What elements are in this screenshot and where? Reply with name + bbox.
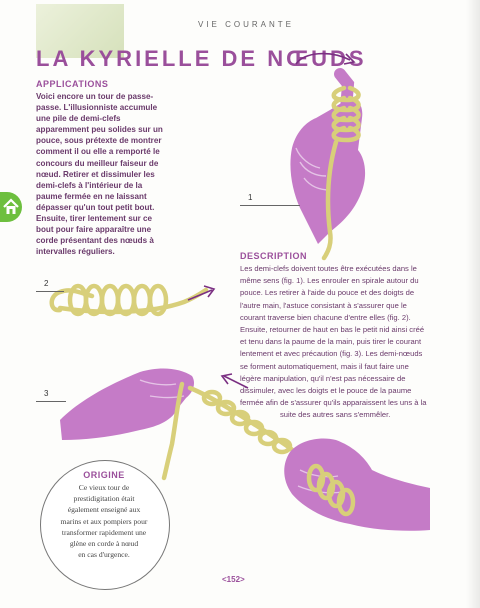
figure-1-arrow (296, 54, 350, 64)
figure-2-coils (52, 286, 206, 314)
text-line: marins et aux pompiers pour (60, 516, 148, 526)
page-title: LA KYRIELLE DE NŒUDS (36, 46, 367, 71)
text-line: et tenu dans la paume de la main, puis tirer le courant (240, 337, 422, 347)
text-line: dépasser qu'un tout petit bout. (36, 202, 155, 212)
text-line: même sens (fig. 1). Les enrouler en spirale autour du (240, 276, 419, 286)
text-line: légère manipulation, qu'il n'est pas nécessaire de (240, 373, 406, 383)
text-line: une pile de demi-clefs (36, 114, 121, 124)
text-line: prestidigitation était (73, 494, 135, 504)
text-line: apparemment peu solides sur un (36, 125, 163, 135)
text-line: Voici encore un tour de passe- (36, 92, 154, 101)
text-line: paume fermée en ne laissant (36, 191, 147, 201)
text-line: corde présentant des nœuds à (36, 236, 154, 246)
figure-2-leader (36, 291, 64, 292)
text-line: suite des autres sans s'emmêler. (280, 410, 391, 420)
text-line: demi-clefs à l'intérieur de la (36, 180, 143, 190)
origine-heading: ORIGINE (83, 470, 125, 480)
text-line: nœud. Retirer et dissimuler les (36, 169, 155, 179)
figure-1-leader (240, 205, 300, 206)
text-line: en cas d'urgence. (78, 550, 130, 560)
page-number: <152> (222, 575, 245, 584)
text-line: Ensuite, retourner de haut en bas le petit nid ainsi créé (240, 325, 425, 335)
text-line: lentement et avec précaution (fig. 3). Les demi-nœuds (240, 349, 423, 359)
text-line: l'autre main, l'astuce consistant à s'assurer que le (240, 300, 407, 310)
section-label: VIE COURANTE (198, 20, 295, 29)
applications-heading: APPLICATIONS (36, 79, 109, 89)
text-line: dissimuler, avec les doigts et le pouce de la paume (240, 386, 412, 396)
text-line: comment il ou elle a remporté le (36, 147, 160, 157)
text-line: intervalles réguliers. (36, 247, 115, 257)
text-line: pouce, sous prétexte de montrer (36, 136, 162, 146)
text-line: pouce. Les retirer à l'aide du pouce et des doigts de (240, 288, 415, 298)
text-line: Ce vieux tour de (78, 483, 130, 492)
figure-3-right-fist (284, 439, 430, 531)
figure-3-number: 3 (44, 389, 49, 398)
description-heading: DESCRIPTION (240, 251, 308, 261)
figure-3-leader (36, 401, 66, 402)
text-line: également enseigné aux (67, 505, 141, 515)
text-line: courant traverse bien chacune d'entre elles (fig. 2). (240, 312, 411, 322)
text-line: Les demi-clefs doivent toutes être exécutées dans le (240, 264, 417, 273)
text-line: fermée afin de s'assurer qu'ils apparaissent les uns à la (240, 398, 427, 408)
figure-1-number: 1 (248, 193, 253, 202)
text-line: bout pour faire apparaître une (36, 225, 152, 235)
text-line: glène en corde à nœud (69, 539, 139, 549)
text-line: passe. L'illusionniste accumule (36, 103, 158, 113)
text-line: transformer rapidement une (61, 527, 147, 537)
description-text (240, 263, 432, 422)
text-line: concours du meilleur faiseur de (36, 158, 159, 168)
text-line: se forment automatiquement, mais il faut faire une (240, 361, 409, 371)
figure-2-number: 2 (44, 279, 49, 288)
origine-text (48, 482, 160, 560)
text-line: Ensuite, tirer lentement sur ce (36, 214, 153, 224)
